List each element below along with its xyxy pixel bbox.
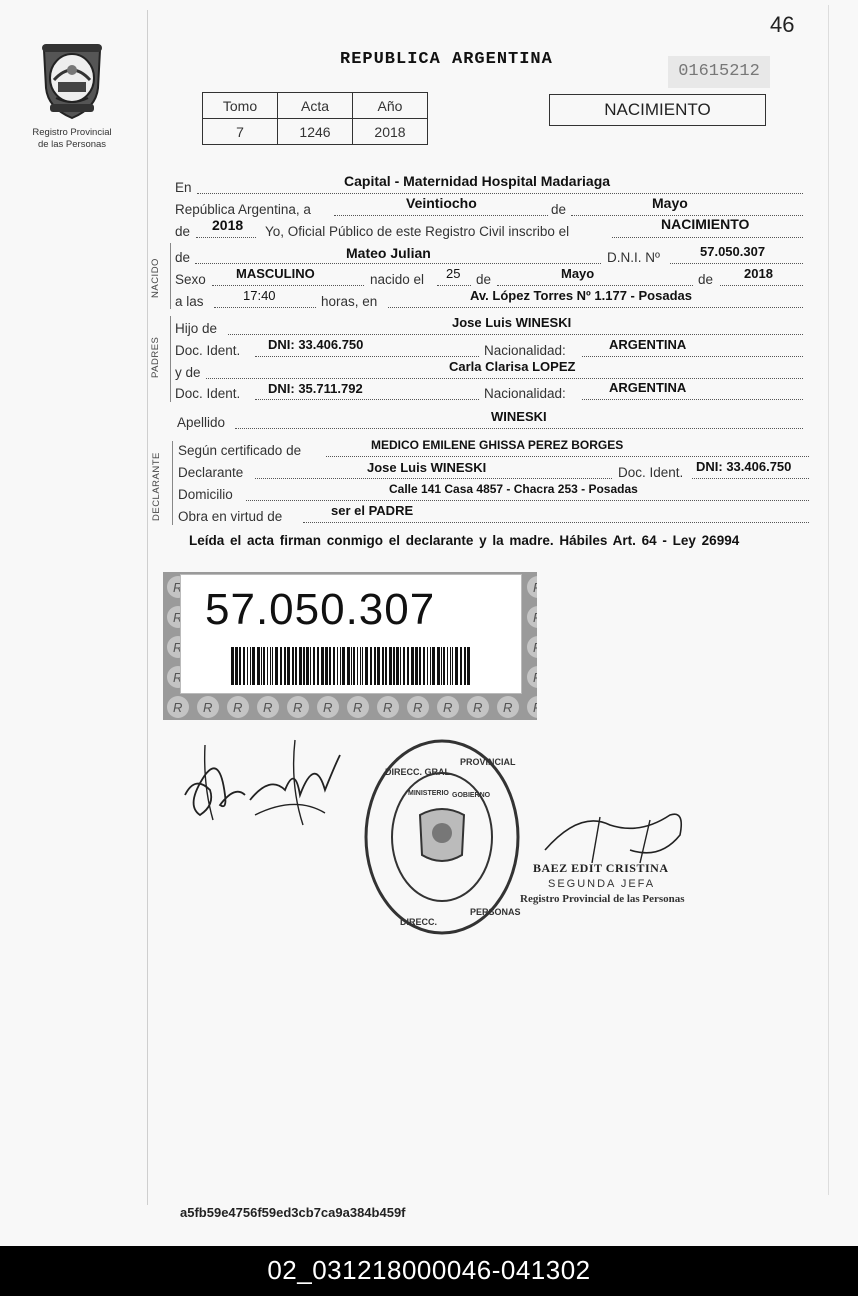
serial-number: 01615212 — [668, 56, 770, 88]
dotted-line — [388, 307, 803, 308]
dotted-line — [582, 399, 803, 400]
place-value: Capital - Maternidad Hospital Madariaga — [344, 173, 611, 189]
dotted-line — [497, 285, 693, 286]
declarante-section-line — [172, 441, 173, 525]
svg-text:DIRECC. GRAL: DIRECC. GRAL — [385, 767, 450, 777]
en-label: En — [175, 180, 192, 195]
dotted-line — [326, 456, 809, 457]
right-margin-line — [828, 5, 829, 1195]
certificate-by-value: MEDICO EMILENE GHISSA PEREZ BORGES — [371, 438, 624, 452]
registry-value-row — [203, 119, 428, 145]
logo-caption-line2: de las Personas — [37, 139, 107, 150]
dotted-line — [195, 263, 601, 264]
father-name-value: Jose Luis WINESKI — [452, 315, 572, 330]
dotted-line — [246, 500, 809, 501]
hijo-de-label: Hijo de — [175, 321, 218, 336]
value-anio: 2018 — [353, 119, 428, 145]
de-label: de — [175, 250, 191, 265]
logo-caption — [14, 127, 130, 151]
birth-day-value: 25 — [446, 266, 461, 281]
surname-value: WINESKI — [491, 409, 547, 424]
birth-year-value: 2018 — [744, 266, 773, 281]
page-number: 46 — [770, 12, 795, 37]
dotted-line — [303, 522, 809, 523]
declarante-label: Declarante — [178, 465, 244, 480]
dotted-line — [255, 478, 612, 479]
value-acta: 1246 — [278, 119, 353, 145]
dotted-line — [692, 478, 809, 479]
dotted-line — [197, 193, 803, 194]
dotted-line — [228, 334, 803, 335]
dni-label: D.N.I. Nº — [607, 250, 660, 265]
year-value: 2018 — [212, 217, 244, 233]
signer-name: BAEZ EDIT CRISTINA — [533, 861, 669, 875]
signature-official-icon — [540, 805, 700, 865]
svg-text:PERSONAS: PERSONAS — [470, 907, 521, 917]
dotted-line — [196, 237, 256, 238]
dotted-line — [214, 307, 316, 308]
inscribe-type-value: NACIMIENTO — [661, 216, 750, 232]
mother-doc-value: DNI: 35.711.792 — [268, 381, 363, 396]
signature-declarant-mother-icon — [175, 735, 355, 835]
dotted-line — [437, 285, 471, 286]
dotted-line — [612, 237, 803, 238]
signer-role: SEGUNDA JEFA — [548, 878, 656, 890]
official-seal-icon — [360, 735, 525, 940]
registry-header-row — [203, 93, 428, 119]
certificado-label: Según certificado de — [178, 443, 302, 458]
month-value: Mayo — [652, 195, 688, 211]
barcode-icon — [231, 647, 471, 685]
footer-code-bar: 02_031218000046-041302 — [0, 1246, 858, 1296]
dotted-line — [235, 428, 803, 429]
oficial-text: Yo, Oficial Público de este Registro Civil inscribo el — [265, 224, 570, 239]
padres-section-label: PADRES — [150, 336, 161, 378]
sexo-label: Sexo — [175, 272, 206, 287]
republica-label: República Argentina, a — [175, 202, 311, 217]
de-label: de — [698, 272, 714, 287]
svg-text:GOBIERNO: GOBIERNO — [452, 792, 491, 799]
dotted-line — [255, 356, 479, 357]
dotted-line — [255, 399, 479, 400]
value-tomo: 7 — [203, 119, 278, 145]
dotted-line — [212, 285, 364, 286]
svg-text:MINISTERIO: MINISTERIO — [408, 790, 449, 797]
record-type-box: NACIMIENTO — [549, 94, 766, 126]
left-margin-line — [147, 10, 148, 1205]
nacido-el-label: nacido el — [370, 272, 425, 287]
closing-statement: Leída el acta firman conmigo el declarante y la madre. Hábiles Art. 64 - Ley 26994 — [189, 533, 740, 548]
apellido-label: Apellido — [177, 415, 226, 430]
birth-month-value: Mayo — [561, 266, 595, 281]
y-de-label: y de — [175, 365, 201, 380]
doc-ident-label: Doc. Ident. — [175, 343, 241, 358]
father-doc-value: DNI: 33.406.750 — [268, 337, 364, 352]
father-nationality-value: ARGENTINA — [609, 337, 687, 352]
de-label: de — [175, 224, 191, 239]
nacido-section-label: NACIDO — [150, 258, 161, 298]
domicilio-label: Domicilio — [178, 487, 233, 502]
registry-table — [202, 92, 428, 145]
de-label: de — [551, 202, 567, 217]
nacido-section-line — [170, 243, 171, 309]
horas-label: horas, en — [321, 294, 378, 309]
de-label: de — [476, 272, 492, 287]
header-anio: Año — [353, 93, 428, 119]
dotted-line — [720, 285, 803, 286]
nacionalidad-label: Nacionalidad: — [484, 386, 566, 401]
mother-name-value: Carla Clarisa LOPEZ — [449, 359, 576, 374]
declarante-section-label: DECLARANTE — [151, 452, 162, 521]
nacionalidad-label: Nacionalidad: — [484, 343, 566, 358]
dni-card-number: 57.050.307 — [205, 585, 436, 634]
document-hash: a5fb59e4756f59ed3cb7ca9a384b459f — [180, 1205, 406, 1220]
declarant-address-value: Calle 141 Casa 4857 - Chacra 253 - Posadas — [389, 482, 638, 496]
day-words-value: Veintiocho — [406, 195, 477, 211]
sex-value: MASCULINO — [236, 266, 315, 281]
dotted-line — [206, 378, 803, 379]
dotted-line — [670, 263, 803, 264]
svg-text:DIRECC.: DIRECC. — [400, 917, 438, 927]
child-name-value: Mateo Julian — [346, 245, 431, 261]
svg-text:PROVINCIAL: PROVINCIAL — [460, 757, 516, 767]
dotted-line — [334, 215, 548, 216]
header-acta: Acta — [278, 93, 353, 119]
logo-caption-line1: Registro Provincial — [32, 127, 112, 138]
obra-label: Obra en virtud de — [178, 509, 283, 524]
dotted-line — [582, 356, 803, 357]
a-las-label: a las — [175, 294, 204, 309]
child-dni-value: 57.050.307 — [700, 244, 766, 259]
birth-time-value: 17:40 — [243, 288, 276, 303]
doc-ident-label: Doc. Ident. — [175, 386, 241, 401]
doc-ident-label: Doc. Ident. — [618, 465, 684, 480]
obra-value: ser el PADRE — [331, 503, 414, 518]
declarant-name-value: Jose Luis WINESKI — [367, 460, 487, 475]
document-title: REPUBLICA ARGENTINA — [340, 50, 553, 69]
mother-nationality-value: ARGENTINA — [609, 380, 687, 395]
birth-address-value: Av. López Torres Nº 1.177 - Posadas — [470, 288, 692, 303]
signer-office: Registro Provincial de las Personas — [520, 893, 685, 905]
declarant-doc-value: DNI: 33.406.750 — [696, 459, 792, 474]
padres-section-line — [170, 316, 171, 402]
misiones-emblem-icon — [36, 40, 108, 120]
header-tomo: Tomo — [203, 93, 278, 119]
